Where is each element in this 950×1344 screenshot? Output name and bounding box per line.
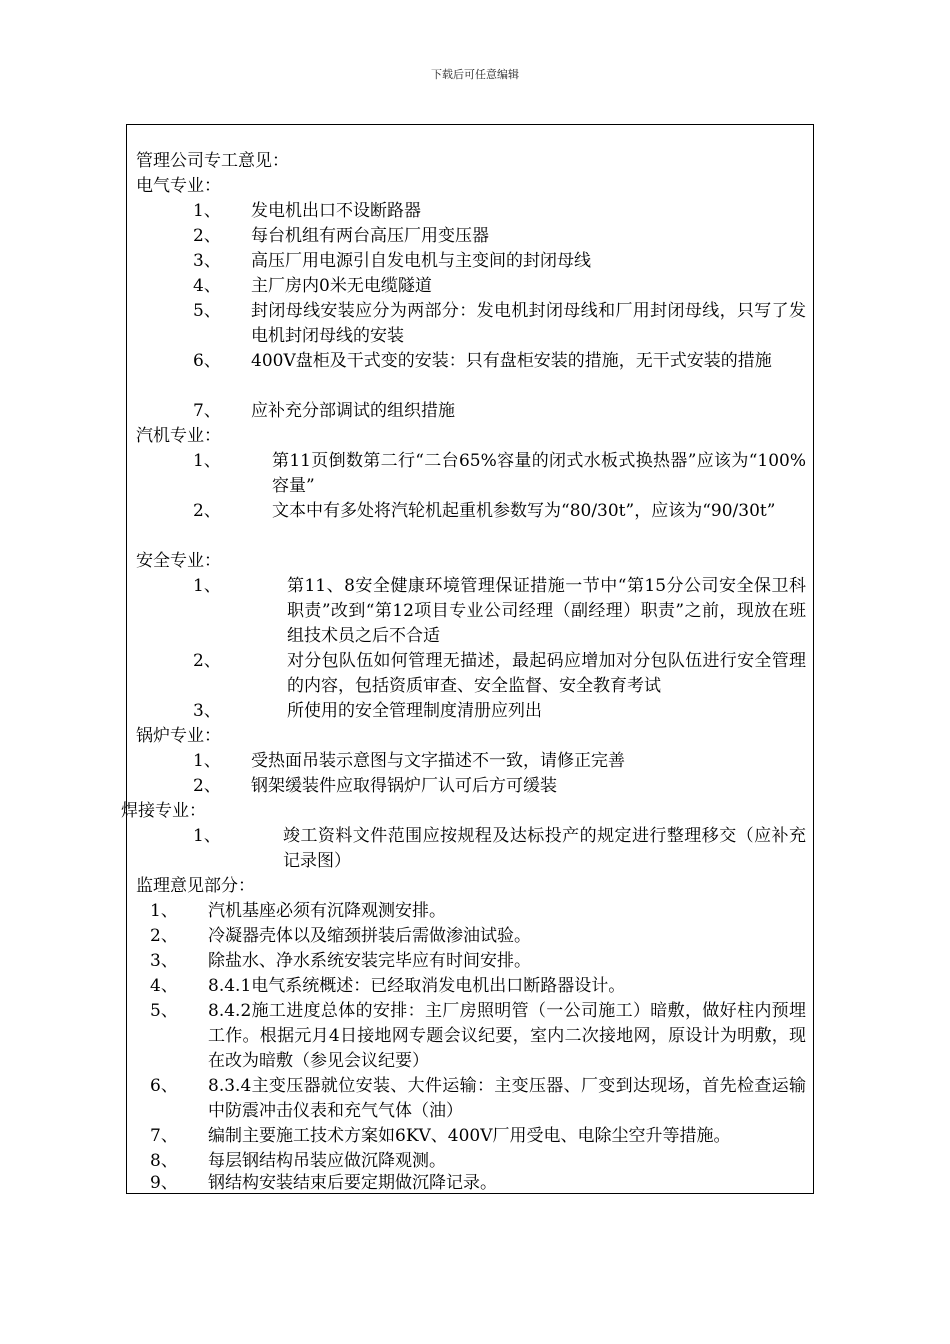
item-text: 竣工资料文件范围应按规程及达标投产的规定进行整理移交（应补充记录图） xyxy=(283,826,806,871)
item-number: 1、 xyxy=(193,751,221,771)
item-number: 7、 xyxy=(193,401,221,421)
item-number: 3、 xyxy=(193,701,221,721)
item-text: 编制主要施工技术方案如6KV、400V厂用受电、电除尘空升等措施。 xyxy=(208,1126,731,1146)
item-text: 文本中有多处将汽轮机起重机参数写为“80/30t”，应该为“90/30t” xyxy=(272,501,776,521)
item-text: 400V盘柜及干式变的安装：只有盘柜安装的措施，无干式安装的措施 xyxy=(251,351,772,371)
item-number: 5、 xyxy=(150,1001,178,1021)
item-text: 发电机出口不设断路器 xyxy=(251,201,421,221)
item-text: 每台机组有两台高压厂用变压器 xyxy=(251,226,489,246)
form-title: 管理公司专工意见： xyxy=(136,151,289,171)
item-number: 1、 xyxy=(193,826,221,846)
item-number: 4、 xyxy=(150,976,178,996)
item-number: 9、 xyxy=(150,1173,178,1193)
item-number: 7、 xyxy=(150,1126,178,1146)
item-text: 除盐水、净水系统安装完毕应有时间安排。 xyxy=(208,951,531,971)
item-text: 应补充分部调试的组织措施 xyxy=(251,401,455,421)
item-number: 2、 xyxy=(150,926,178,946)
item-text: 钢架缓装件应取得锅炉厂认可后方可缓装 xyxy=(251,776,557,796)
item-text: 受热面吊装示意图与文字描述不一致，请修正完善 xyxy=(251,751,625,771)
item-number: 2、 xyxy=(193,226,221,246)
item-text: 主厂房内0米无电缆隧道 xyxy=(251,276,432,296)
section-heading: 电气专业： xyxy=(136,176,221,196)
section-heading: 监理意见部分： xyxy=(136,876,255,896)
item-number: 6、 xyxy=(150,1076,178,1096)
item-number: 1、 xyxy=(193,576,221,596)
item-number: 2、 xyxy=(193,501,221,521)
item-text: 对分包队伍如何管理无描述，最起码应增加对分包队伍进行安全管理的内容，包括资质审查、安全监督、安全教育考试 xyxy=(287,651,806,696)
item-number: 1、 xyxy=(193,201,221,221)
item-text: 钢结构安装结束后要定期做沉降记录。 xyxy=(208,1173,497,1193)
item-number: 5、 xyxy=(193,301,221,321)
item-text: 第11、8安全健康环境管理保证措施一节中“第15分公司安全保卫科职责”改到“第12项目专业公司经理（副经理）职责”之前，现放在班组技术员之后不合适 xyxy=(287,576,806,646)
item-number: 1、 xyxy=(150,901,178,921)
item-number: 6、 xyxy=(193,351,221,371)
item-text: 高压厂用电源引自发电机与主变间的封闭母线 xyxy=(251,251,591,271)
section-heading: 汽机专业： xyxy=(136,426,221,446)
item-text: 每层钢结构吊装应做沉降观测。 xyxy=(208,1151,446,1171)
page-header: 下载后可任意编辑 xyxy=(431,68,519,81)
item-text: 8.3.4主变压器就位安装、大件运输：主变压器、厂变到达现场，首先检查运输中防震冲击仪表和充气气体（油） xyxy=(208,1076,806,1121)
item-text: 第11页倒数第二行“二台65%容量的闭式水板式换热器”应该为“100%容量” xyxy=(272,451,806,496)
item-text: 所使用的安全管理制度清册应列出 xyxy=(287,701,542,721)
section-heading: 锅炉专业： xyxy=(136,726,221,746)
item-text: 封闭母线安装应分为两部分：发电机封闭母线和厂用封闭母线，只写了发电机封闭母线的安装 xyxy=(251,301,806,346)
item-text: 8.4.2施工进度总体的安排：主厂房照明管（一公司施工）暗敷，做好柱内预埋工作。根据元月4日接地网专题会议纪要，室内二次接地网，原设计为明敷，现在改为暗敷（参见会议纪要） xyxy=(208,1001,806,1071)
item-number: 2、 xyxy=(193,776,221,796)
section-heading: 焊接专业： xyxy=(121,801,206,821)
item-text: 冷凝器壳体以及缩颈拼装后需做渗油试验。 xyxy=(208,926,531,946)
item-number: 1、 xyxy=(193,451,221,471)
item-number: 3、 xyxy=(193,251,221,271)
item-number: 4、 xyxy=(193,276,221,296)
item-number: 2、 xyxy=(193,651,221,671)
item-text: 汽机基座必须有沉降观测安排。 xyxy=(208,901,446,921)
item-number: 3、 xyxy=(150,951,178,971)
item-number: 8、 xyxy=(150,1151,178,1171)
item-text: 8.4.1电气系统概述：已经取消发电机出口断路器设计。 xyxy=(208,976,626,996)
section-heading: 安全专业： xyxy=(136,551,221,571)
